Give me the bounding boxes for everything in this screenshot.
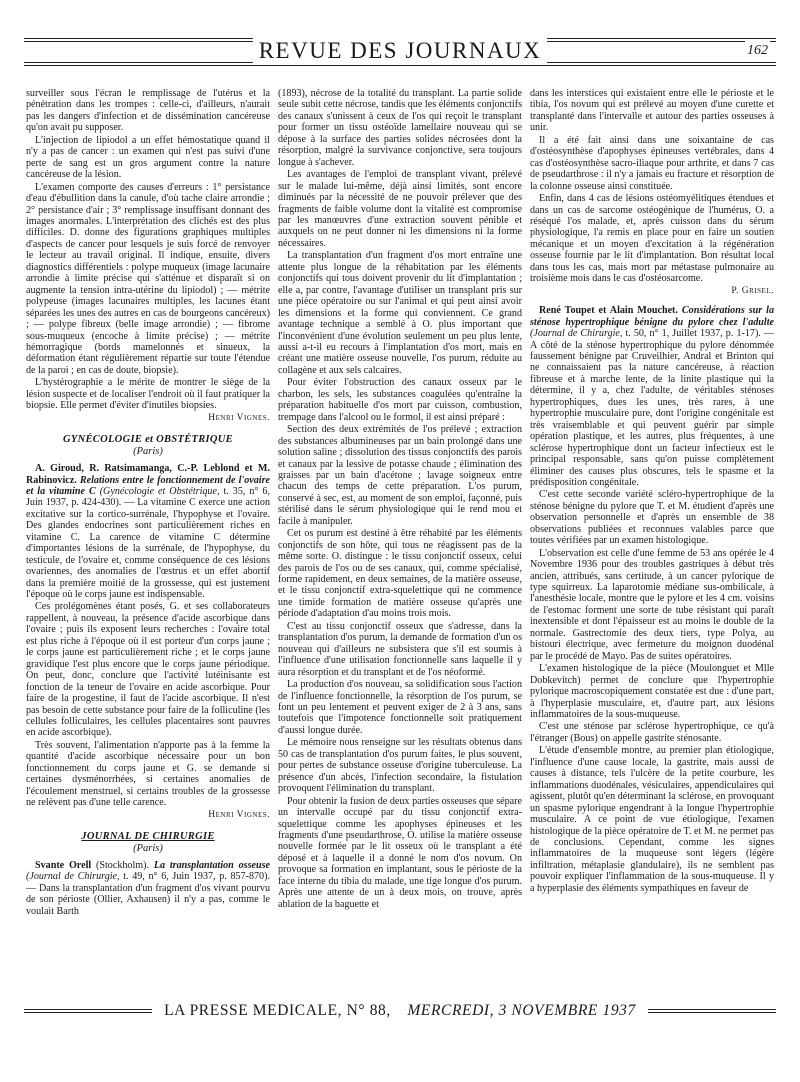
paragraph: Il a été fait ainsi dans une soixantaine de cas d'ostéosynthèse d'apophyses épineuses vertébrales, dans 4 cas d'ostéosynthèse sacro-iliaque pour arthrite, et dans 7 cas de pseudarthrose : il n'y a jamais eu fracture et résorption de la colonne osseuse ainsi constituée.	[530, 134, 774, 192]
header-rule	[24, 65, 776, 66]
review-entry	[26, 463, 270, 600]
paragraph: Les avantages de l'emploi de transplant vivant, prélevé sur le malade lui-même, déjà ainsi limités, sont encore diminués par la nécessité de ne pouvoir prélever que des fragments de faible volume dont la vitalité est compromise par les manœuvres d'une extraction souvent pénible et auxquels on ne peut donner ni les dimensions ni la forme nécessaires.	[278, 169, 522, 249]
paragraph: L'examen comporte des causes d'erreurs : 1° persistance d'eau d'ébullition dans la canule, d'où tache claire arrondie ; 2° persistance d'air ; 3° remplissage insuffisant donnant des images anormales. L'interprétation des clichés est des plus difficiles. D. donne des figurations graphiques multiples d'aspects de cancer pour lesquels je suis forcé de renvoyer le lecteur au travail original. Il indique, ensuite, divers diagnostics différentiels : polype muqueux (image lacunaire arrondie à limite précise qui s'atténue et disparaît si on augmente la tension intra-utérine du lipiodol) ; — métrite polypeuse (images lacunaires multiples, les lacunes étant séparées les unes des autres en cas de bourgeons cancéreux) ; — polype fibreux (belle image arrondie) ; — fibrome sous-muqueux (encoche à limite précise) ; — métrite hémorragique (bords mamelonnés et sinueux, la déformation étant régulièrement répartie sur toute l'étendue de la paroi ; en cas de doute, biopsie).	[26, 181, 270, 376]
paragraph: Pour obtenir la fusion de deux parties osseuses que sépare un intervalle occupé par du tissu conjonctif extra-squelettique comme les apophyses épineuses et les fragments d'une pseudarthrose, O. utilise la matière osseuse nouvelle formée par le lit osseux où le transplant a été déposé et à laquelle il a donné le nom d'os novum. On provoque sa formation en implantant, sous le périoste de la face interne du tibia du malade, une tige longue d'os purum. Après une attente de un à deux mois, on trouve, après ablation de la baguette et	[278, 795, 522, 910]
author-signature: Henri Vignes.	[208, 809, 270, 820]
paragraph: Section des deux extrémités de l'os prélevé ; extraction des substances albumineuses par un bain prolongé dans une solution saline ; dissolution des tissus conjonctifs des parois et canaux par la lessive de potasse chaude ; élimination des graisses par un bain d'acétone ; lavage soigneux entre chacun des temps de cette préparation. L'os purum, conservé à sec, est, au moment de son emploi, façonné, puis stérilisé dans le sérum physiologique qui le rend mou et facile à manipuler.	[278, 424, 522, 527]
footer-text	[24, 1000, 776, 1022]
paragraph: C'est une sténose par sclérose hypertrophique, ce qu'à l'étranger (Bous) on appelle gastrite sténosante.	[530, 721, 774, 744]
entry-body: — Dans la transplantation d'un fragment d'os vivant pourvu de son périoste (Ollier, Axhausen) il n'y a pas, comme le voulait Barth	[26, 882, 270, 917]
review-entry	[26, 860, 270, 917]
paragraph: Pour éviter l'obstruction des canaux osseux par le charbon, les sels, les substances coagulées qu'entraîne la préparation habituelle d'os mort par cuisson, combustion, trempage dans l'alcool ou le formol, il est ainsi préparé :	[278, 377, 522, 423]
masthead	[24, 30, 776, 68]
entry-reference: t. 49, n° 6, Juin 1937, p. 857-870).	[123, 871, 270, 883]
paragraph: Très souvent, l'alimentation n'apporte pas à la femme la quantité d'acide ascorbique nécessaire pour un bon fonctionnement du corps jaune et G. se demande si certaines dysménorrhées, si certaines anomalies de l'écoulement menstruel, si certains troubles de la grossesse ne relèvent pas d'une telle carence.	[26, 739, 270, 809]
entry-title: Relations entre le fonctionnement de l'ovaire et la vitamine C	[26, 474, 270, 497]
section-heading: JOURNAL DE CHIRURGIE	[81, 831, 215, 843]
entry-authors: A. Giroud, R. Ratsimamanga, C.-P. Leblond et M. Rabinovicz.	[26, 463, 270, 486]
entry-authors: René Toupet et Alain Mouchet.	[539, 305, 678, 317]
paragraph: Le mémoire nous renseigne sur les résultats obtenus dans 50 cas de transplantation d'os purum faites, le plus souvent, pour pertes de substance osseuse d'origine tuberculeuse. La présence d'un abcès, l'infection secondaire, la fistulation provoquent l'élimination du transplant.	[278, 737, 522, 795]
section-city: (Paris)	[133, 445, 163, 457]
entry-body: — A côté de la sténose hypertrophique du pylore dénommée faussement bénigne par Cruveilhier, Andral et Brinton qui ne connaissaient pas la nature cancéreuse, à réaction fibreuse et à marche lente, de la linite plastique qui la détermine, il y a, chez l'adulte, de véritables sténoses hypertrophiques, dues les unes, très rares, à une hypertrophie musculaire pure, dont l'origine congénitale est très vraisemblable et qui peuvent guérir par simple opération plastique, et les autres, plus fréquentes, à une sclérose hypertrophique dont un facteur infectieux est le principal responsable, sans qu'on puisse complètement éliminer des causes plus obscures, tels le spasme et la prédisposition congénitale.	[530, 328, 774, 488]
paragraph: L'étude d'ensemble montre, au premier plan étiologique, l'influence d'une cause locale, la gastrite, mais aussi de causes à distance, tels l'ulcère de la petite courbure, les inflammations duodénales, vésiculaires, appendiculaires qui agissent, plutôt qu'en déterminant la sclérose, en provoquant un spasme pylorique engendrant à la longue l'hypertrophie musculaire. A ce point de vue étiologique, l'examen histologique de la pièce opératoire de T. et M. ne permet pas de conclusions. Cependant, comme les signes inflammatoires de la muqueuse sont légers (légère infiltration, métaplasie glandulaire), ils ne semblent pas pouvoir expliquer l'inflammation de la sous-muqueuse. Il y a hyperplasie des éléments sympathiques en faveur de	[530, 745, 774, 894]
paragraph: C'est au tissu conjonctif osseux que s'adresse, dans la transplantation d'os purum, la demande de formation d'un os nouveau qui d'ailleurs ne subsistera que s'il est soumis à l'influence d'une utilisation fonctionnelle sans laquelle il y aura résorption et du transplant et de l'os néoformé.	[278, 620, 522, 678]
entry-reference: t. 35, n° 6, Juin 1937, p. 424-430).	[26, 485, 271, 509]
entry-place: (Stockholm).	[96, 860, 150, 871]
page-number: 162	[745, 40, 770, 62]
entry-source: (Gynécologie et Obstétrique,	[99, 485, 220, 497]
section-city: (Paris)	[133, 842, 163, 854]
paragraph: surveiller sous l'écran le remplissage de l'utérus et la pénétration dans les trompes : celle-ci, d'ailleurs, n'aurait pas les dangers d'infection et de dissémination cancéreuse qu'on avait pu supposer.	[26, 88, 270, 134]
paragraph: L'injection de lipiodol a un effet hémostatique quand il n'y a pas de cancer : un examen qui n'est pas suivi d'une perte de sang est un gros argument contre la nature cancéreuse de la lésion.	[26, 134, 270, 181]
column-1	[26, 88, 270, 918]
paragraph: Enfin, dans 4 cas de lésions ostéomyélitiques étendues et dans un cas de sarcome ostéogénique de l'humérus, O. a réséqué l'os malade, et, après cuisson dans du sérum physiologique, l'a remis en place pour en faire un soutien mécanique et un moyen d'excitation à la régénération osseuse fournie par le lit d'implantation. Bon résultat local dans tous les cas, mais mort par métastase pulmonaire au troisième mois dans le cas d'ostéosarcome.	[530, 193, 774, 285]
paragraph: L'observation est celle d'une femme de 53 ans opérée le 4 Novembre 1936 pour des troubles gastriques à début très ancien, attribués, sans certitude, à un cancer pylorique de type squirreux. La laparotomie médiane sus-ombilicale, à l'anesthésie locale, montre que le pylore et les 4 cm. voisins de l'estomac forment une sorte de tube résistant qui paraît inextensible et dont l'épaisseur est au moins le double de la normale. Gastrectomie des deux tiers, type Polya, au bistouri électrique, avec fermeture du moignon duodénal par le procédé de Mayo. Pas de suites opératoires.	[530, 547, 774, 662]
column-2	[278, 88, 522, 911]
paragraph: C'est cette seconde variété scléro-hypertrophique de la sténose bénigne du pylore que T. et M. étudient d'après une observation personnelle et d'après un ensemble de 38 observations publiées et reconnues valables parce que toutes vérifiées par un examen histologique.	[530, 489, 774, 547]
paragraph: L'examen histologique de la pièce (Moulonguet et Mlle Dobkevitch) permet de conclure que l'hypertrophie pylorique macroscopiquement constatée est due : d'une part, à l'hyperplasie musculaire, et, d'autre part, aux lésions inflammatoires de la sous-muqueuse.	[530, 663, 774, 721]
paragraph: Cet os purum est destiné à être réhabité par les éléments conjonctifs de son hôte, qui tous ne réagissent pas de la même sorte. O. distingue : le tissu conjonctif osseux, celui des parois de l'os ou de ses canaux, qui, comme spécialisé, forme rapidement, en deux semaines, de la matière osseuse, et le tissu conjonctif extra-squelettique qui ne commence une timide formation de matière osseuse qu'après une période d'adaptation d'au moins trois mois.	[278, 528, 522, 620]
entry-title: Considérations sur la sténose hypertrophique bénigne du pylore chez l'adulte	[530, 305, 774, 328]
author-signature: P. Grisel.	[731, 285, 774, 296]
journal-title: REVUE DES JOURNAUX	[24, 40, 776, 62]
author-signature: Henri Vignes.	[208, 412, 270, 423]
paragraph: dans les interstices qui existaient entre elle le périoste et le tibia, l'os novum qui est prélevé au moyen d'une curette et transplanté dans l'intervalle et autour des parties osseuses à unir.	[530, 88, 774, 134]
footer	[24, 1000, 776, 1024]
entry-source: (Journal de Chirurgie,	[530, 328, 623, 340]
paragraph: La production d'os nouveau, sa solidification sous l'action de l'influence fonctionnelle, la résorption de l'os purum, se font un peu lentement et peuvent exiger de 2 à 3 ans, sans toutefois que l'impotence fonctionnelle soit pratiquement d'aussi longue durée.	[278, 679, 522, 736]
entry-title: La transplantation osseuse	[153, 860, 270, 871]
column-3	[530, 88, 774, 895]
paragraph: (1893), nécrose de la totalité du transplant. La partie solide seule subit cette nécrose, tandis que les éléments conjonctifs des canaux s'unissent à ceux de l'os qui reçoit le transplant pour former un tissu ostéoïde lamellaire nouveau qui se dépose à la surface des parties solides nécrosées dont la résorption, malgré la survivance conjonctive, sera toujours longue à s'achever.	[278, 88, 522, 168]
review-entry	[530, 305, 774, 488]
footer-date: MERCREDI, 3 NOVEMBRE 1937	[401, 1002, 642, 1019]
entry-source: (Journal de Chirurgie,	[26, 871, 120, 883]
paragraph: La transplantation d'un fragment d'os mort entraîne une attente plus longue de la réhabitation par les éléments conjonctifs qui tous doivent provenir du lit d'implantation ; elle a, par contre, l'avantage d'utiliser un transplant pris sur une pièce opératoire ou sur l'animal et qui peut ainsi avoir les dimensions et la forme qui conviennent. Ce grand avantage technique a semblé à O. plus important que l'inconvénient d'une évolution seulement un peu plus lente, aussi a-t-il eu recours à l'implantation d'os mort, mais en créant une matière osseuse nouvelle, l'os purum, réduite au collagène et aux sels calcaires.	[278, 250, 522, 376]
paragraph: L'hystérographie a le mérite de montrer le siège de la lésion suspecte et de localiser l'endroit où il faut pratiquer la biopsie. Elle permet d'éviter d'inutiles biopsies.	[26, 377, 270, 412]
entry-authors: Svante Orell	[35, 860, 92, 871]
footer-journal: LA PRESSE MEDICALE, N° 88,	[158, 1002, 397, 1019]
section-heading: GYNÉCOLOGIE et OBSTÉTRIQUE	[63, 434, 233, 446]
entry-reference: t. 50, n° 1, Juillet 1937, p. 1-17).	[625, 328, 761, 340]
entry-body: — La vitamine C exerce une action excitative sur la cortico-surrénale, l'hypophyse et l'ovaire. Des glandes endocrines sont particulièrement riches en vitamine C. La carence de vitamine C détermine d'importantes lésions de la surrénale, de l'hypophyse, du testicule, de l'ovaire et, comme conséquence de ces lésions ovariennes, des anomalies de l'œstrus et un effet abortif dans la première moitié de la grossesse, qui est justement l'époque où le corps jaune est indispensable.	[26, 497, 270, 601]
paragraph: Ces prolégomènes étant posés, G. et ses collaborateurs rappellent, à nouveau, la présence d'acide ascorbique dans l'ovaire ; puis ils exposent leurs recherches : l'ovaire total est plus riche à l'époque où il est porteur d'un corps jaune ; le corps jaune est particulièrement riche ; et le corps jaune gravidique l'est plus encore que le corps jaune périodique. On peut, donc, conclure que l'activité lutéinisante est fonction de la teneur de l'ovaire en acide ascorbique. Pour faire de la progestine, il faut de l'acide ascorbique. Il n'est pas besoin de cette substance pour faire de la folliculine (les cellules folliculaires, les cellules placentaires sont pauvres en acide ascorbique).	[26, 601, 270, 739]
